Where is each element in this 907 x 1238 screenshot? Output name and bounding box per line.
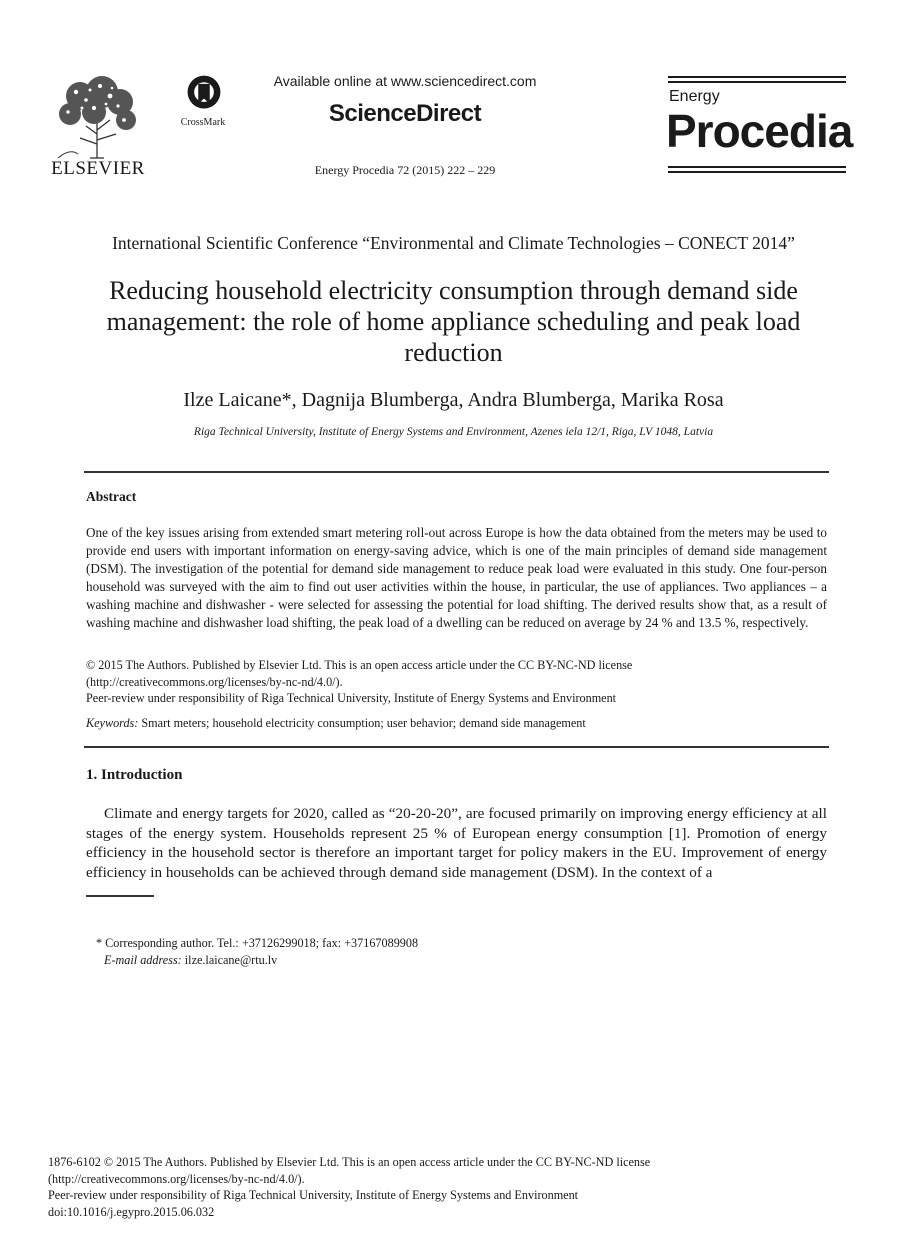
- footer-license: 1876-6102 © 2015 The Authors. Published by Elsevier Ltd. This is an open access article under the CC BY-NC-ND license: [48, 1155, 651, 1169]
- introduction-heading: 1. Introduction: [86, 767, 183, 783]
- journal-logo-rule-top: [668, 76, 846, 78]
- keywords-list: Smart meters; household electricity consumption; user behavior; demand side management: [141, 716, 586, 730]
- journal-logo-rule-bottom: [668, 166, 846, 168]
- peer-review-line: Peer-review under responsibility of Riga Technical University, Institute of Energy Systems and Environment: [86, 691, 617, 705]
- footnote: [96, 935, 796, 968]
- license-block: [86, 657, 827, 707]
- publisher-name: ELSEVIER: [51, 158, 145, 179]
- journal-logo-procedia: Procedia: [666, 105, 853, 157]
- journal-logo-rule-bottom-2: [668, 171, 846, 173]
- paper-title: [70, 275, 837, 368]
- conference-name: International Scientific Conference “Environmental and Climate Technologies – CONECT 2014”: [112, 233, 795, 253]
- elsevier-tree-logo: [50, 74, 144, 160]
- available-online-link[interactable]: Available online at www.sciencedirect.com: [273, 73, 537, 89]
- abstract-heading: Abstract: [86, 489, 137, 504]
- journal-reference: Energy Procedia 72 (2015) 222 – 229: [314, 163, 496, 177]
- footer-peer-review: Peer-review under responsibility of Riga Technical University, Institute of Energy Systems and Environment: [48, 1188, 579, 1203]
- divider-top: [84, 471, 829, 473]
- affiliation: Riga Technical University, Institute of Energy Systems and Environment, Azenes iela 12/1, Riga, LV 1048, Latvia: [193, 426, 714, 438]
- title-line: Reducing household electricity consumption through demand side: [109, 276, 798, 305]
- keywords: [86, 716, 827, 731]
- license-line: © 2015 The Authors. Published by Elsevier Ltd. This is an open access article under the CC BY-NC-ND license: [86, 658, 633, 672]
- license-link[interactable]: (http://creativecommons.org/licenses/by-nc-nd/4.0/).: [86, 674, 343, 689]
- footnote-rule: [86, 895, 154, 897]
- introduction-paragraph: Climate and energy targets for 2020, called as “20-20-20”, are focused primarily on improving energy efficiency at all stages of the energy system. Households represent 25 % of European energy consumption [1]. Promotion of energy efficiency in the household sector is therefore an important target for policy makers in the EU. Improvement of energy efficiency in households can be achieved through demand side management (DSM). In the context of a: [86, 805, 827, 881]
- keywords-label: Keywords:: [86, 716, 139, 730]
- page-footer: [48, 1154, 868, 1221]
- corresponding-author: * Corresponding author. Tel.: +37126299018; fax: +37167089908: [96, 936, 419, 950]
- crossmark-label: CrossMark: [180, 117, 226, 128]
- title-line: reduction: [404, 338, 503, 367]
- footer-license-link[interactable]: (http://creativecommons.org/licenses/by-nc-nd/4.0/).: [48, 1171, 305, 1186]
- email-line: [96, 952, 796, 969]
- footer-doi[interactable]: doi:10.1016/j.egypro.2015.06.032: [48, 1205, 215, 1220]
- email-label: E-mail address:: [104, 952, 182, 967]
- sciencedirect-logo[interactable]: ScienceDirect: [328, 100, 482, 127]
- title-line: management: the role of home appliance scheduling and peak load: [106, 307, 801, 336]
- journal-logo-energy: Energy: [669, 88, 720, 105]
- abstract-text: One of the key issues arising from extended smart metering roll-out across Europe is how the data obtained from the meters may be used to provide end users with important information on energy-saving advice, which is one of the main principles of demand side management (DSM). The investigation of the potential for demand side management to reduce peak load were evaluated in this study. One four-person household was surveyed with the aim to find out user activities within the house, in particular, the use of appliances. Two appliances – a washing machine and dishwasher - were selected for assessing the potential for load shifting. The derived results show that, as a result of washing machine and dishwasher load shifting, the peak load of a dwelling can be reduced on average by 24 % and 13.5 %, respectively.: [86, 525, 827, 630]
- author-list: Ilze Laicane*, Dagnija Blumberga, Andra Blumberga, Marika Rosa: [183, 389, 724, 411]
- journal-logo-rule-top-2: [668, 81, 846, 83]
- email-address[interactable]: ilze.laicane@rtu.lv: [184, 952, 278, 967]
- divider-bottom: [84, 746, 829, 748]
